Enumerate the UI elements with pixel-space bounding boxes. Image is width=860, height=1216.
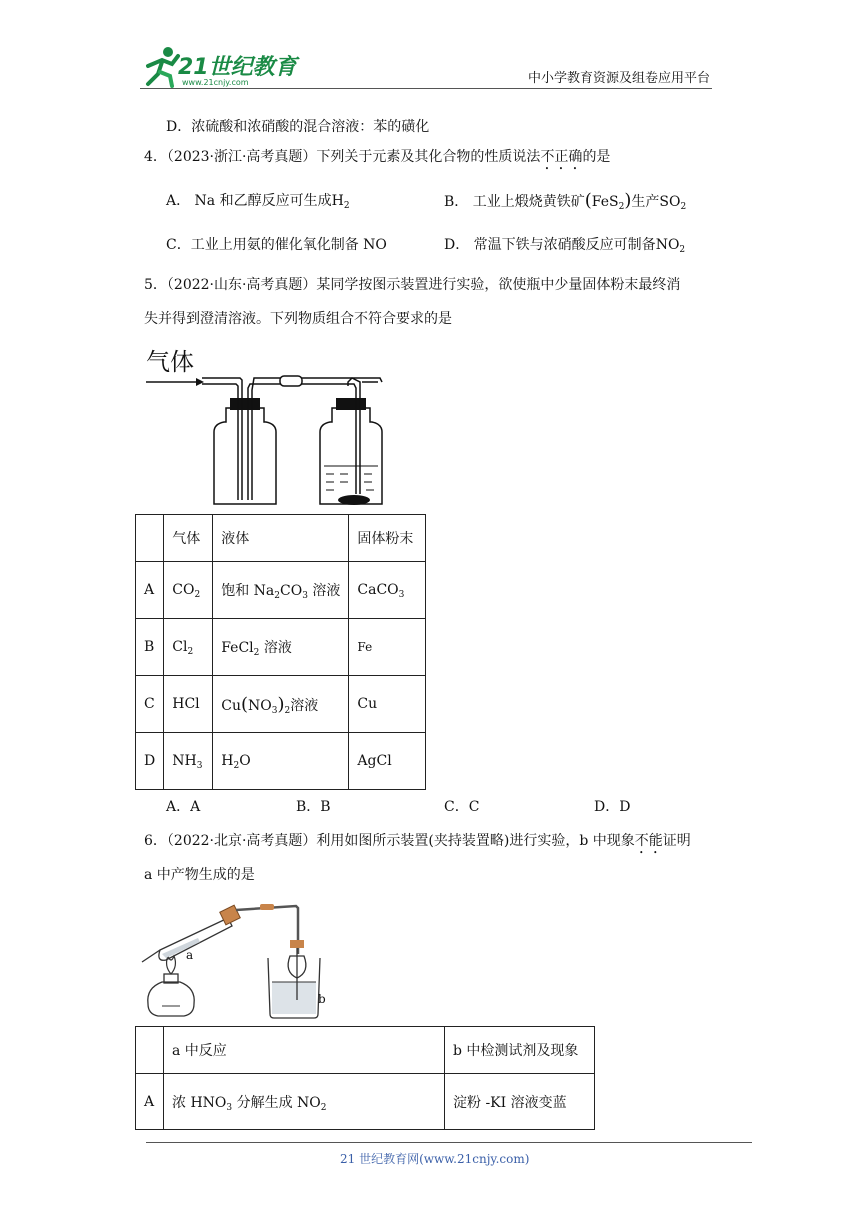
q4-option-c: C．工业上用氨的催化氧化制备 NO bbox=[166, 237, 387, 253]
q5-answer-b: B．B bbox=[296, 799, 331, 815]
q5-answer-d: D．D bbox=[594, 799, 631, 815]
q5-stem-line1: 5．（2022·山东·高考真题）某同学按图示装置进行实验，欲使瓶中少量固体粉末最终消 bbox=[144, 277, 681, 293]
q6-label-b: b bbox=[318, 992, 326, 1006]
q4-emphasis: 不正确 bbox=[540, 149, 583, 165]
table-row: A 浓 $HNO_3$ 分解生成 $NO_2$ 淀粉 -KI 溶液变蓝 bbox=[136, 1074, 595, 1130]
header-logo bbox=[142, 44, 312, 90]
q6-apparatus-figure bbox=[140, 896, 340, 1020]
q6-stem-line2: a 中产物生成的是 bbox=[144, 867, 255, 883]
q6-header-detect: b 中检测试剂及现象 bbox=[445, 1027, 595, 1074]
table-row: A $CO_2$ 饱和 $Na_2CO_3$ 溶液 CaCO$_3$ bbox=[136, 562, 426, 619]
table-row: C HCl $Cu(NO_3)_2$溶液 Cu bbox=[136, 676, 426, 733]
q6-stem-line1: 6．（2022·北京·高考真题）利用如图所示装置(夹持装置略)进行实验，b 中现象不能证明 bbox=[144, 833, 691, 849]
q3-option-d: D．浓硫酸和浓硝酸的混合溶液：苯的磺化 bbox=[166, 119, 430, 135]
q5-figure-gas-label: 气体 bbox=[146, 348, 194, 376]
q5-header-blank bbox=[136, 515, 164, 562]
q5-apparatus-figure bbox=[144, 342, 394, 510]
header-rule bbox=[140, 88, 712, 89]
q4-option-a: A． Na 和乙醇反应可生成$H_2$ bbox=[166, 193, 350, 211]
q6-header-reaction: a 中反应 bbox=[164, 1027, 445, 1074]
footer-text: 21 世纪教育网(www.21cnjy.com) bbox=[340, 1152, 530, 1166]
table-row: D $NH_3$ $H_2O$ AgCl bbox=[136, 733, 426, 790]
q5-header-liquid: 液体 bbox=[213, 515, 349, 562]
q6-label-a: a bbox=[186, 948, 194, 962]
logo-text: 21世纪教育 bbox=[178, 55, 297, 80]
q4-option-b: B． 工业上煅烧黄铁矿(FeS$_2$)生产$SO_2$ bbox=[444, 190, 687, 212]
q5-stem-line2: 失并得到澄清溶液。下列物质组合不符合要求的是 bbox=[144, 311, 452, 327]
logo-url: www.21cnjy.com bbox=[182, 78, 249, 87]
q6-emphasis: 不能 bbox=[634, 833, 663, 849]
footer-rule bbox=[146, 1142, 752, 1143]
q4-option-d: D． 常温下铁与浓硝酸反应可制备$NO_2$ bbox=[444, 237, 686, 255]
q5-table bbox=[135, 514, 426, 790]
q6-table bbox=[135, 1026, 595, 1130]
runner-logo-icon bbox=[142, 44, 182, 88]
heating-tube-drawing bbox=[140, 896, 340, 1020]
q5-header-gas: 气体 bbox=[164, 515, 213, 562]
table-row: B $Cl_2$ FeCl$_2$ 溶液 Fe bbox=[136, 619, 426, 676]
gas-bottles-drawing bbox=[144, 342, 394, 510]
q5-header-solid: 固体粉末 bbox=[349, 515, 426, 562]
platform-name: 中小学教育资源及组卷应用平台 bbox=[527, 71, 710, 86]
q6-header-blank bbox=[136, 1027, 164, 1074]
q5-answer-c: C．C bbox=[444, 799, 480, 815]
q5-answer-a: A．A bbox=[166, 799, 201, 815]
q4-stem: 4．（2023·浙江·高考真题）下列关于元素及其化合物的性质说法不正确的是 bbox=[144, 149, 611, 165]
